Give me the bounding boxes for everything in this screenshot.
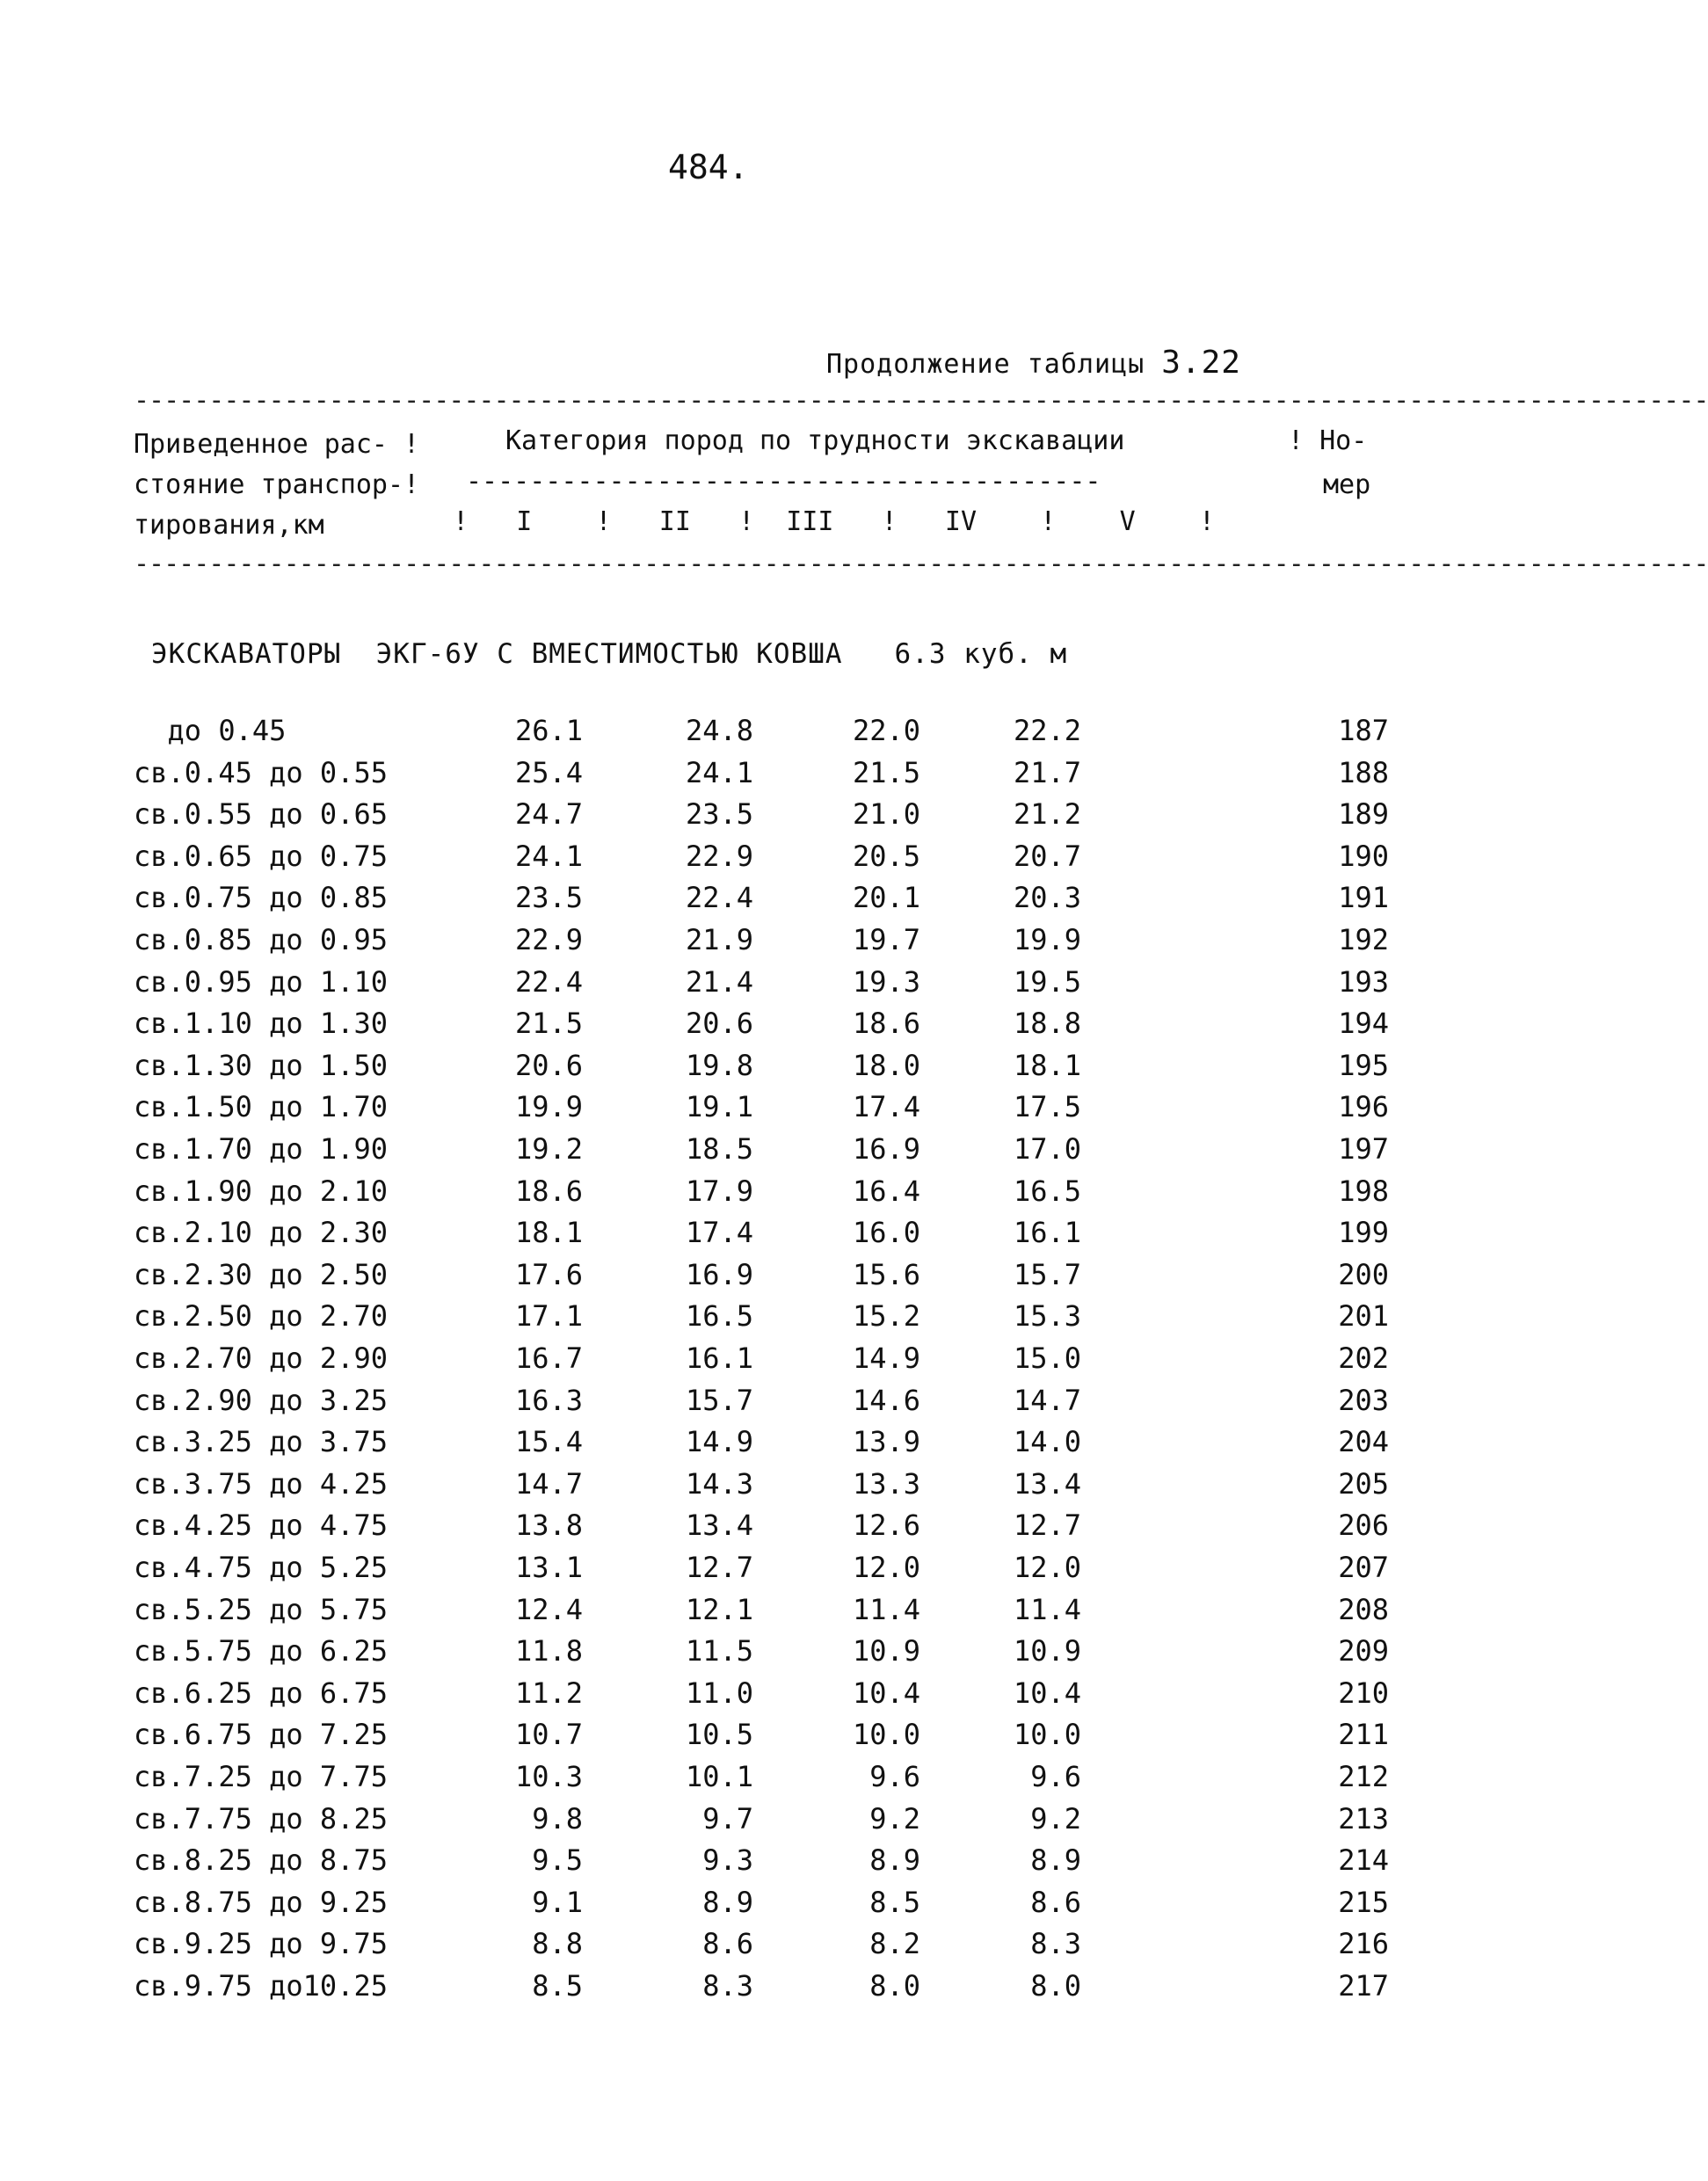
value-category-4: 20.3	[1013, 881, 1081, 915]
table-row	[0, 1299, 1536, 1341]
distance-range: св.4.75 до 5.25	[134, 1551, 388, 1584]
row-number: 190	[1338, 839, 1389, 873]
row-number: 209	[1338, 1634, 1389, 1668]
value-category-4: 16.1	[1013, 1216, 1081, 1250]
value-category-3: 19.7	[852, 923, 920, 956]
table-row	[0, 1509, 1536, 1551]
value-category-2: 22.9	[685, 839, 753, 873]
value-category-4: 15.7	[1013, 1257, 1081, 1291]
value-category-1: 22.9	[514, 923, 583, 956]
table-row	[0, 1802, 1536, 1844]
row-number: 207	[1338, 1551, 1389, 1584]
table-row	[0, 1634, 1536, 1676]
value-category-2: 15.7	[685, 1383, 753, 1417]
caption-number: 3.22	[1161, 345, 1241, 381]
value-category-4: 19.9	[1013, 923, 1081, 956]
value-category-2: 20.6	[685, 1007, 753, 1041]
row-number: 189	[1338, 797, 1389, 832]
distance-range: св.2.10 до 2.30	[134, 1216, 388, 1250]
row-number: 204	[1338, 1425, 1389, 1459]
value-category-2: 16.1	[685, 1341, 753, 1375]
value-category-2: 10.5	[685, 1718, 753, 1752]
value-category-3: 18.0	[852, 1048, 920, 1082]
row-number: 210	[1338, 1676, 1389, 1710]
value-category-3: 11.4	[852, 1592, 920, 1626]
table-row	[0, 797, 1536, 840]
table-row	[0, 1049, 1536, 1091]
value-category-4: 14.7	[1013, 1383, 1081, 1417]
distance-range: св.0.95 до 1.10	[134, 964, 388, 999]
table-row	[0, 1551, 1536, 1593]
value-category-2: 9.3	[702, 1843, 753, 1878]
row-number: 206	[1338, 1509, 1389, 1543]
table-row	[0, 1718, 1536, 1760]
row-number: 195	[1338, 1048, 1389, 1082]
header-category-title: Категория пород по трудности экскавации	[505, 425, 1125, 456]
value-category-4: 12.0	[1013, 1551, 1081, 1584]
value-category-2: 10.1	[685, 1760, 753, 1793]
row-number: 201	[1338, 1299, 1389, 1334]
value-category-1: 16.3	[514, 1383, 583, 1417]
value-category-3: 12.6	[852, 1509, 920, 1543]
value-category-2: 14.3	[685, 1466, 753, 1501]
distance-range: св.2.50 до 2.70	[134, 1299, 388, 1334]
value-category-4: 8.3	[1030, 1927, 1081, 1961]
distance-range: св.8.25 до 8.75	[134, 1843, 388, 1878]
value-category-3: 18.6	[852, 1007, 920, 1041]
row-number: 199	[1338, 1216, 1389, 1250]
value-category-2: 21.9	[685, 923, 753, 956]
value-category-2: 24.1	[685, 755, 753, 789]
value-category-1: 10.3	[514, 1760, 583, 1793]
value-category-2: 12.7	[685, 1551, 753, 1584]
value-category-2: 16.9	[685, 1257, 753, 1291]
distance-range: св.1.10 до 1.30	[134, 1007, 388, 1041]
value-category-1: 16.7	[514, 1341, 583, 1375]
table-row	[0, 1216, 1536, 1258]
value-category-2: 19.8	[685, 1048, 753, 1082]
header-line2-left: стояние транспор-!	[134, 469, 420, 500]
value-category-3: 13.9	[852, 1425, 920, 1459]
row-number: 191	[1338, 881, 1389, 915]
value-category-1: 26.1	[514, 714, 583, 747]
distance-range: св.1.50 до 1.70	[134, 1090, 388, 1124]
value-category-2: 8.6	[702, 1927, 753, 1961]
value-category-4: 21.2	[1013, 797, 1081, 832]
table-row	[0, 1384, 1536, 1426]
value-category-4: 15.3	[1013, 1299, 1081, 1334]
distance-range: св.6.75 до 7.25	[134, 1718, 388, 1752]
header-line3-left: тирования,км	[134, 510, 324, 541]
table-row	[0, 1676, 1536, 1719]
value-category-4: 18.1	[1013, 1048, 1081, 1082]
value-category-1: 19.2	[514, 1132, 583, 1166]
value-category-2: 9.7	[702, 1801, 753, 1836]
value-category-4: 12.7	[1013, 1509, 1081, 1543]
value-category-3: 14.6	[852, 1383, 920, 1417]
value-category-3: 15.2	[852, 1299, 920, 1334]
value-category-3: 13.3	[852, 1466, 920, 1501]
table-row	[0, 714, 1536, 756]
value-category-2: 24.8	[685, 714, 753, 747]
row-number: 193	[1338, 964, 1389, 999]
value-category-3: 10.4	[852, 1676, 920, 1710]
value-category-2: 16.5	[685, 1299, 753, 1334]
table-row	[0, 1007, 1536, 1049]
value-category-4: 17.0	[1013, 1132, 1081, 1166]
row-number: 192	[1338, 923, 1389, 956]
distance-range: св.8.75 до 9.25	[134, 1885, 388, 1919]
value-category-1: 23.5	[514, 881, 583, 915]
row-number: 215	[1338, 1885, 1389, 1919]
value-category-2: 19.1	[685, 1090, 753, 1124]
value-category-2: 8.9	[702, 1885, 753, 1919]
value-category-3: 8.0	[869, 1969, 920, 2003]
value-category-1: 9.1	[532, 1885, 583, 1919]
value-category-1: 19.9	[514, 1090, 583, 1124]
value-category-4: 18.8	[1013, 1007, 1081, 1041]
value-category-1: 15.4	[514, 1425, 583, 1459]
value-category-3: 9.2	[869, 1801, 920, 1836]
distance-range: св.1.70 до 1.90	[134, 1132, 388, 1166]
row-number: 202	[1338, 1341, 1389, 1375]
section-title: ЭКСКАВАТОРЫ ЭКГ-6У С ВМЕСТИМОСТЬЮ КОВША 6.3 куб. м	[151, 638, 1068, 670]
table-row	[0, 923, 1536, 965]
distance-range: св.9.75 до10.25	[134, 1969, 388, 2003]
header-line2-right: мер	[1323, 469, 1371, 500]
row-number: 213	[1338, 1801, 1389, 1836]
value-category-1: 22.4	[514, 964, 583, 999]
value-category-1: 20.6	[514, 1048, 583, 1082]
value-category-1: 9.8	[532, 1801, 583, 1836]
row-number: 214	[1338, 1843, 1389, 1878]
value-category-1: 25.4	[514, 755, 583, 789]
value-category-1: 24.1	[514, 839, 583, 873]
row-number: 208	[1338, 1592, 1389, 1626]
table-row	[0, 840, 1536, 882]
value-category-4: 19.5	[1013, 964, 1081, 999]
header-category-columns: ! I ! II ! III ! IV ! V !	[453, 506, 1215, 537]
value-category-2: 13.4	[685, 1509, 753, 1543]
distance-range: св.1.30 до 1.50	[134, 1048, 388, 1082]
value-category-4: 15.0	[1013, 1341, 1081, 1375]
table-row	[0, 965, 1536, 1007]
table-row	[0, 1132, 1536, 1174]
distance-range: св.2.30 до 2.50	[134, 1257, 388, 1291]
row-number: 203	[1338, 1383, 1389, 1417]
value-category-3: 21.0	[852, 797, 920, 832]
row-number: 187	[1338, 714, 1389, 747]
value-category-3: 9.6	[869, 1760, 920, 1793]
value-category-4: 8.9	[1030, 1843, 1081, 1878]
value-category-3: 15.6	[852, 1257, 920, 1291]
table-row	[0, 1090, 1536, 1132]
header-line1-left: Приведенное рас- !	[134, 429, 420, 460]
table-row	[0, 1927, 1536, 1969]
distance-range: св.3.75 до 4.25	[134, 1466, 388, 1501]
table-row	[0, 1969, 1536, 2011]
row-number: 211	[1338, 1718, 1389, 1752]
value-category-4: 10.4	[1013, 1676, 1081, 1710]
value-category-1: 18.6	[514, 1174, 583, 1208]
table-row	[0, 1341, 1536, 1384]
table-row	[0, 1467, 1536, 1509]
distance-range: св.6.25 до 6.75	[134, 1676, 388, 1710]
row-number: 217	[1338, 1969, 1389, 2003]
value-category-4: 22.2	[1013, 714, 1081, 747]
distance-range: св.2.90 до 3.25	[134, 1383, 388, 1417]
table-row	[0, 1843, 1536, 1886]
value-category-3: 12.0	[852, 1551, 920, 1584]
table-row	[0, 881, 1536, 923]
header-line1-right: ! Но-	[1288, 425, 1368, 456]
value-category-2: 17.9	[685, 1174, 753, 1208]
row-number: 205	[1338, 1466, 1389, 1501]
value-category-3: 10.9	[852, 1634, 920, 1668]
distance-range: св.7.25 до 7.75	[134, 1760, 388, 1793]
table-row	[0, 1760, 1536, 1802]
value-category-4: 13.4	[1013, 1466, 1081, 1501]
value-category-3: 14.9	[852, 1341, 920, 1375]
row-number: 194	[1338, 1007, 1389, 1041]
value-category-2: 17.4	[685, 1216, 753, 1250]
value-category-4: 11.4	[1013, 1592, 1081, 1626]
value-category-2: 23.5	[685, 797, 753, 832]
value-category-1: 13.1	[514, 1551, 583, 1584]
row-number: 198	[1338, 1174, 1389, 1208]
value-category-4: 10.0	[1013, 1718, 1081, 1752]
row-number: 196	[1338, 1090, 1389, 1124]
distance-range: св.0.65 до 0.75	[134, 839, 388, 873]
row-number: 212	[1338, 1760, 1389, 1793]
distance-range: св.4.25 до 4.75	[134, 1509, 388, 1543]
value-category-1: 18.1	[514, 1216, 583, 1250]
value-category-1: 13.8	[514, 1509, 583, 1543]
distance-range: св.5.25 до 5.75	[134, 1592, 388, 1626]
value-category-4: 16.5	[1013, 1174, 1081, 1208]
value-category-3: 16.4	[852, 1174, 920, 1208]
table-row	[0, 1174, 1536, 1217]
row-number: 188	[1338, 755, 1389, 789]
value-category-1: 11.2	[514, 1676, 583, 1710]
table-row	[0, 1425, 1536, 1467]
distance-range: св.7.75 до 8.25	[134, 1801, 388, 1836]
value-category-4: 20.7	[1013, 839, 1081, 873]
value-category-3: 8.5	[869, 1885, 920, 1919]
page-number: 484.	[668, 148, 749, 186]
value-category-2: 22.4	[685, 881, 753, 915]
table-row	[0, 756, 1536, 798]
header-top-rule: ---------------------------------------------------------------------------------------------------------	[134, 385, 1708, 416]
row-number: 216	[1338, 1927, 1389, 1961]
value-category-1: 9.5	[532, 1843, 583, 1878]
value-category-4: 14.0	[1013, 1425, 1081, 1459]
value-category-2: 11.0	[685, 1676, 753, 1710]
value-category-1: 8.8	[532, 1927, 583, 1961]
value-category-3: 22.0	[852, 714, 920, 747]
value-category-2: 8.3	[702, 1969, 753, 2003]
distance-range: св.0.85 до 0.95	[134, 923, 388, 956]
value-category-1: 14.7	[514, 1466, 583, 1501]
table-row	[0, 1886, 1536, 1928]
value-category-2: 18.5	[685, 1132, 753, 1166]
value-category-3: 10.0	[852, 1718, 920, 1752]
value-category-3: 17.4	[852, 1090, 920, 1124]
value-category-4: 9.2	[1030, 1801, 1081, 1836]
value-category-4: 10.9	[1013, 1634, 1081, 1668]
value-category-1: 24.7	[514, 797, 583, 832]
value-category-2: 21.4	[685, 964, 753, 999]
distance-range: св.2.70 до 2.90	[134, 1341, 388, 1375]
table-caption	[826, 345, 1241, 381]
value-category-3: 16.0	[852, 1216, 920, 1250]
distance-range: св.0.45 до 0.55	[134, 755, 388, 789]
header-line2-dashes: ----------------------------------------	[466, 466, 1101, 497]
distance-range: св.0.75 до 0.85	[134, 881, 388, 915]
value-category-1: 8.5	[532, 1969, 583, 2003]
value-category-3: 21.5	[852, 755, 920, 789]
table-row	[0, 1258, 1536, 1300]
value-category-4: 8.6	[1030, 1885, 1081, 1919]
distance-range: св.9.25 до 9.75	[134, 1927, 388, 1961]
value-category-3: 8.2	[869, 1927, 920, 1961]
value-category-4: 21.7	[1013, 755, 1081, 789]
distance-range: св.0.55 до 0.65	[134, 797, 388, 832]
value-category-1: 21.5	[514, 1007, 583, 1041]
value-category-1: 17.6	[514, 1257, 583, 1291]
row-number: 197	[1338, 1132, 1389, 1166]
value-category-4: 17.5	[1013, 1090, 1081, 1124]
value-category-3: 19.3	[852, 964, 920, 999]
distance-range: св.3.25 до 3.75	[134, 1425, 388, 1459]
value-category-1: 10.7	[514, 1718, 583, 1752]
value-category-4: 8.0	[1030, 1969, 1081, 2003]
value-category-2: 11.5	[685, 1634, 753, 1668]
value-category-3: 20.1	[852, 881, 920, 915]
value-category-3: 8.9	[869, 1843, 920, 1878]
distance-range: до 0.45	[134, 714, 287, 747]
value-category-1: 17.1	[514, 1299, 583, 1334]
value-category-2: 12.1	[685, 1592, 753, 1626]
value-category-3: 20.5	[852, 839, 920, 873]
caption-text: Продолжение таблицы	[826, 349, 1145, 380]
distance-range: св.5.75 до 6.25	[134, 1634, 388, 1668]
value-category-1: 11.8	[514, 1634, 583, 1668]
distance-range: св.1.90 до 2.10	[134, 1174, 388, 1208]
value-category-2: 14.9	[685, 1425, 753, 1459]
header-bottom-rule: ---------------------------------------------------------------------------------------------------------	[134, 549, 1708, 579]
value-category-4: 9.6	[1030, 1760, 1081, 1793]
row-number: 200	[1338, 1257, 1389, 1291]
value-category-1: 12.4	[514, 1592, 583, 1626]
value-category-3: 16.9	[852, 1132, 920, 1166]
table-row	[0, 1593, 1536, 1635]
